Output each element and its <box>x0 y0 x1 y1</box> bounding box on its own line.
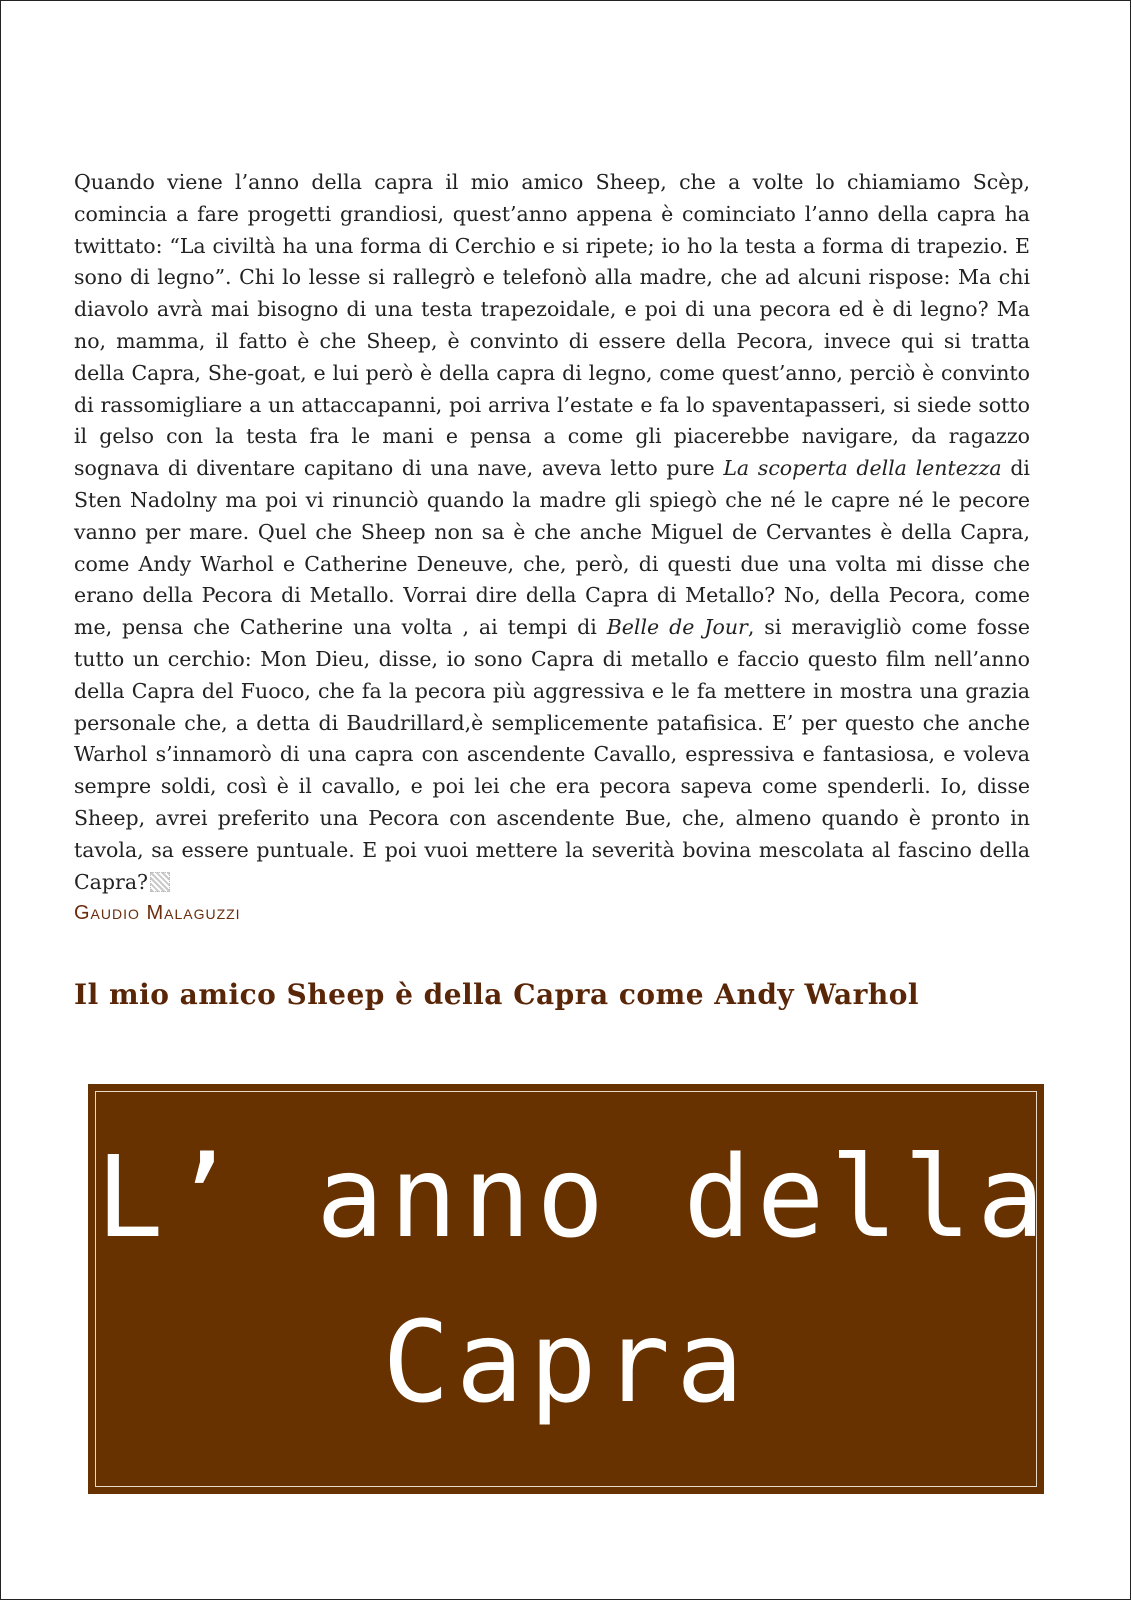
banner-frame <box>95 1091 1051 1487</box>
article-headline: Il mio amico Sheep è della Capra come Andy Warhol <box>74 978 920 1011</box>
title-banner <box>88 1084 1051 1494</box>
banner-title-line-2: Capra <box>382 1298 750 1428</box>
banner-title-line-1: L’ anno della <box>96 1133 1051 1263</box>
article-text-part-2: di Sten Nadolny ma poi vi rinunciò quando la madre gli spiegò che né le capre né le pecore vanno per mare. Quel che Sheep non sa è che anche Miguel de Cervantes è della Capra, come Andy Warhol e Catherine Deneuve, che, però, di questi due una volta mi disse che erano della Pecora di Metallo. Vorrai dire della Capra di Metallo? No, della Pecora, come me, pensa che Catherine una volta , ai tempi di <box>74 456 1030 640</box>
end-of-article-icon <box>150 872 170 892</box>
article-body <box>74 167 1030 898</box>
author-byline: Gaudio Malaguzzi <box>74 902 241 924</box>
film-title: Belle de Jour <box>606 615 748 640</box>
book-title: La scoperta della lentezza <box>723 456 1002 481</box>
article-text-part-3: , si meravigliò come fosse tutto un cerchio: Mon Dieu, disse, io sono Capra di metallo e faccio questo film nell’anno della Capra del Fuoco, che fa la pecora più aggressiva e le fa mettere in mostra una grazia personale che, a detta di Baudrillard,è semplicemente patafisica. E’ per questo che anche Warhol s’innamorò di una capra con ascendente Cavallo, espressiva e fantasiosa, e voleva sempre soldi, così è il cavallo, e poi lei che era pecora sapeva come spenderli. Io, disse Sheep, avrei preferito una Pecora con ascendente Bue, che, almeno quando è pronto in tavola, sa essere puntuale. E poi vuoi mettere la severità bovina mescolata al fascino della Capra? <box>74 615 1030 894</box>
article-text-part-1: Quando viene l’anno della capra il mio amico Sheep, che a volte lo chiamiamo Scèp, comincia a fare progetti grandiosi, quest’anno appena è cominciato l’anno della capra ha twittato: “La civiltà ha una forma di Cerchio e si ripete; io ho la testa a forma di trapezio. E sono di legno”. Chi lo lesse si rallegrò e telefonò alla madre, che ad alcuni rispose: Ma chi diavolo avrà mai bisogno di una testa trapezoidale, e poi di una pecora ed è di legno? Ma no, mamma, il fatto è che Sheep, è convinto di essere della Pecora, invece qui si tratta della Capra, She-goat, e lui però è della capra di legno, come quest’anno, perciò è convinto di rassomigliare a un attaccapanni, poi arriva l’estate e fa lo spaventapasseri, si siede sotto il gelso con la testa fra le mani e pensa a come gli piacerebbe navigare, da ragazzo sognava di diventare capitano di una nave, aveva letto pure <box>74 170 1030 481</box>
